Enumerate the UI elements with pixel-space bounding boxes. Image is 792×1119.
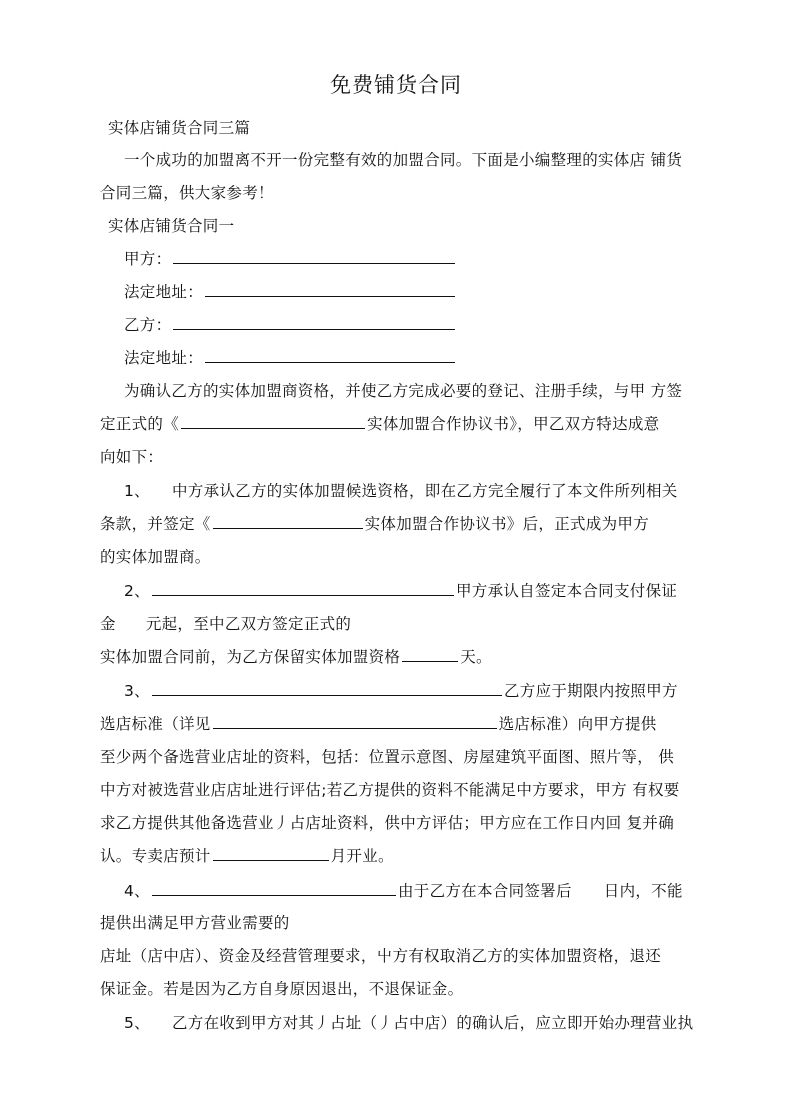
clause-4-line-3: 店址（店中店）、资金及经营管理要求，屮方有权取消乙方的实体加盟资格，退还 xyxy=(100,947,662,965)
p1-text-b: 实体加盟合作协议书》，甲乙双方特达成意 xyxy=(367,415,660,433)
address-label-1: 法定地址： xyxy=(124,283,204,301)
clause-2-line-3 xyxy=(100,647,492,667)
party-b-row xyxy=(124,315,457,335)
clause-2-text-3a: 实体加盟合同前，为乙方保留实体加盟资格 xyxy=(100,648,401,666)
clause-5-number: 5、 xyxy=(124,1014,150,1032)
clause-5-text-1: 乙方在收到甲方对其丿占址（丿占中店）的确认后，应立即开始办理营业执 xyxy=(171,1014,694,1032)
clause-3-line-5: 求乙方提供其他备选营业丿占店址资料，供中方评估；甲方应在工作日内回 复并确 xyxy=(100,814,675,832)
party-b-label: 乙方： xyxy=(124,316,172,334)
address-row-1 xyxy=(124,282,457,302)
clause-5-line-1 xyxy=(124,1013,693,1033)
document-title: 免费铺货合同 xyxy=(330,73,462,97)
clause-3-line-2 xyxy=(100,714,657,734)
party-b-blank xyxy=(173,315,455,330)
clause-2-line-2 xyxy=(100,614,351,634)
address-blank-2 xyxy=(205,348,455,363)
clause-3-line-6 xyxy=(100,846,394,866)
clause-3-text-1: 乙方应于期限内按照甲方 xyxy=(503,682,678,700)
store-standard-blank xyxy=(213,714,497,729)
clause-4-line-2: 提供出满足甲方营业需要的 xyxy=(100,914,290,932)
party-a-blank xyxy=(173,249,455,264)
days-blank xyxy=(402,647,458,662)
address-blank-1 xyxy=(205,282,455,297)
party-a-label: 甲方： xyxy=(124,250,172,268)
clause-2-line-1 xyxy=(124,581,677,601)
clause-2-text-2a: 金 xyxy=(100,615,116,633)
paragraph-1-line-1: 为确认乙方的实体加盟商资格，并使乙方完成必要的登记、注册手续，与甲 方签 xyxy=(124,382,683,400)
clause-1-text-2b: 实体加盟合作协议书》后，正式成为甲方 xyxy=(364,515,650,533)
clause-3-text-6b: 月开业。 xyxy=(330,847,394,865)
clause-3-line-3: 至少两个备选营业店址的资料，包括：位置示意图、房屋建筑平面图、照片等， 供 xyxy=(100,748,675,766)
paragraph-1-line-3: 向如下： xyxy=(100,448,164,466)
clause-1-line-2 xyxy=(100,514,649,534)
clause-3-line-1 xyxy=(124,681,678,701)
clause-4-line-4: 保证金。若是因为乙方自身原因退出，不退保证金。 xyxy=(100,980,464,998)
intro-line-1: 一个成功的加盟离不开一份完整有效的加盟合同。下面是小编整理的实体店 铺货 xyxy=(124,151,683,169)
clause-1-line-3: 的实体加盟商。 xyxy=(100,548,211,566)
clause-4-text-1b: 日内，不能 xyxy=(603,882,683,900)
paragraph-1-line-2 xyxy=(100,414,659,434)
agreement-blank-1 xyxy=(181,414,365,429)
clause-1-number: 1、 xyxy=(124,482,150,500)
clause-4-text-1a: 由于乙方在本合同签署后 xyxy=(397,882,572,900)
clause-1-line-1 xyxy=(124,481,678,501)
clause-1-text-1: 中方承认乙方的实体加盟候选资格，即在乙方完全履行了本文件所列相关 xyxy=(171,482,678,500)
clause-2-text-1: 甲方承认自签定本合同支付保证 xyxy=(455,582,678,600)
clause-3-line-4: 中方对被选营业店店址进行评估;若乙方提供的资料不能满足中方要求，甲方 有权要 xyxy=(100,781,680,799)
party-a-row xyxy=(124,249,457,269)
clause-2-blank xyxy=(152,581,454,596)
section-1-heading: 实体店铺货合同一 xyxy=(108,217,235,235)
clause-2-text-3b: 天。 xyxy=(460,648,492,666)
clause-2-number: 2、 xyxy=(124,582,150,600)
clause-4-line-1 xyxy=(124,881,683,901)
address-row-2 xyxy=(124,348,457,368)
clause-2-text-2b: 元起，至中乙双方签定正式的 xyxy=(145,615,352,633)
clause-3-text-6a: 认。专卖店预计 xyxy=(100,847,211,865)
clause-1-text-2a: 条款，并签定《 xyxy=(100,515,211,533)
intro-line-2: 合同三篇，供大家参考！ xyxy=(100,184,274,202)
agreement-blank-2 xyxy=(213,514,363,529)
clause-3-blank xyxy=(152,681,502,696)
opening-month-blank xyxy=(213,846,329,861)
clause-3-text-2a: 选店标准（详见 xyxy=(100,715,211,733)
clause-4-number: 4、 xyxy=(124,882,150,900)
clause-4-blank xyxy=(152,881,396,896)
clause-3-text-2b: 选店标准）向甲方提供 xyxy=(498,715,657,733)
address-label-2: 法定地址： xyxy=(124,349,204,367)
p1-text-a: 定正式的《 xyxy=(100,415,180,433)
subtitle: 实体店铺货合同三篇 xyxy=(108,119,251,137)
clause-3-number: 3、 xyxy=(124,682,150,700)
